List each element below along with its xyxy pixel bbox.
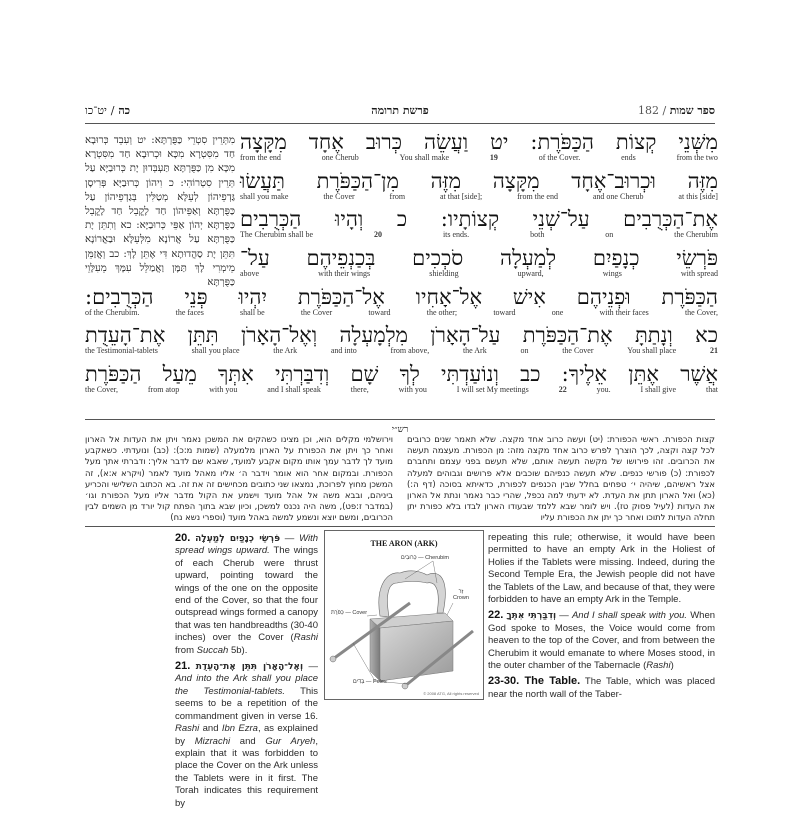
gloss: wings <box>602 269 622 279</box>
commentary-note-20: 20. פֹּרְשֵׂי כְנָפַיִם לְמַעְלָה — With spread wings upward. The wings of each Cherub were thrust upward, pointing toward the wings of the one on the opposite end of the Cover, so that the four outspread wings formed a canopy that was ten handbreadths (30-40 inches) over the Cover (Rashi from Succah 5b). <box>175 532 318 656</box>
gloss: the Cover <box>323 191 355 201</box>
onkelos-targum: מִתְּרֵין סִטְרֵי כַּפֻּרְתָּא: יט וְעִבֵד כְּרוּבָא חַד מִסִּטְרָא מִכָּא וּכְרוּבָא חַד מִסִּטְרָא מִכָּא מִן כַּפֻּרְתָּא תַּעְבְּדוּן יָת כְּרוּבַיָּא עַל תְּרֵין סִטְרוֹהִי: כ וִיהוֹן כְּרוּבַיָּא פְּרִיסָן גַּדְפֵיהוֹן לְעֵלָּא מְטַלִּין בְּגַדְפֵיהוֹן עַל כַּפֻּרְתָּא וְאַפֵּיהוֹן חַד לָקֳבֵל חַד לָקֳבֵל כַּפֻּרְתָּא יְהוֹן אַפֵּי כְּרוּבַיָּא: כא וְתִתֵּן יָת כַּפֻּרְתָּא עַל אֲרוֹנָא מִלְּעֵלָּא וּבַאֲרוֹנָא תִּתֵּן יָת סַהֲדוּתָא דִּי אֶתֵּן לָךְ: כב וְאֲזַמֵּן מֵימְרִי לָךְ תַּמָּן וַאֲמַלֵּל עִמָּךְ מֵעִלָּוֵי כַּפֻּרְתָּא <box>85 135 235 289</box>
gloss: with their faces <box>599 307 649 317</box>
hebrew-line: מִשְּׁנֵי קְצוֹת הַכַּפֹּרֶת: יט וַעֲשֵׂה כְּרוּב אֶחָד מִקָּצָה <box>240 130 718 154</box>
english-gloss-line <box>85 346 718 355</box>
gloss: from the end <box>517 191 558 201</box>
verse-line <box>240 208 718 245</box>
gloss: from above, <box>390 346 430 356</box>
page-number-book <box>638 104 715 117</box>
english-gloss-line <box>240 192 718 201</box>
gloss: the Ark <box>273 346 298 356</box>
gloss: You shall make <box>399 153 450 162</box>
gloss: the Ark <box>462 346 487 356</box>
gloss: with you <box>209 385 238 395</box>
header-separator: / <box>110 104 115 117</box>
gloss: shall you make <box>240 191 289 201</box>
english-gloss-line <box>85 385 718 394</box>
figure-title: THE ARON (ARK) <box>370 539 438 548</box>
gloss: from the end <box>240 153 281 162</box>
figure-copyright: © 2008 ATG, All rights reserved <box>423 691 479 696</box>
verses-rule <box>85 419 715 420</box>
gloss: shall you place <box>191 346 240 356</box>
verse-line <box>85 363 718 400</box>
verse-number: 20 <box>374 230 383 240</box>
commentary-right-column <box>488 532 715 704</box>
gloss: ends <box>621 153 636 162</box>
commentary-note-23-30: 23-30. The Table. The Table, which was placed near the north wall of the Taber- <box>488 675 715 700</box>
header-separator: / <box>662 104 667 117</box>
header-rule <box>85 123 715 124</box>
gloss: of the Cherubim. <box>85 307 140 317</box>
gloss: You shall place <box>627 346 677 356</box>
aron-ark-illustration <box>324 530 484 700</box>
verse-number: 22 <box>558 385 567 395</box>
hebrew-line: אֶת־הַכְּרֻבִים עַל־שְׁנֵי קְצוֹתָיו: כ וְהָיוּ הַכְּרֻבִים <box>240 207 718 232</box>
gloss: the Cherubim <box>674 230 718 240</box>
gloss: with you <box>398 385 427 395</box>
gloss: and into <box>330 346 357 356</box>
gloss: and I shall speak <box>267 385 321 395</box>
gloss: that <box>705 385 718 395</box>
gloss: the Cover <box>562 346 594 356</box>
verse-line <box>85 324 718 361</box>
gloss: the Cover <box>300 307 333 317</box>
gloss: on <box>605 230 614 240</box>
gloss: its ends. <box>442 230 470 240</box>
gloss: toward <box>493 307 516 317</box>
commentary-continuation: repeating this rule; otherwise, it would have been permitted to have an empty Ark in the Holiest of Holies if the Tablets were missing. Indeed, during the Second Temple Era, the Jewish people did not have the Tablets of the Law, and because of that, they were forbidden to have an empty Ark in the Temple. <box>488 532 715 606</box>
hebrew-line: פֹּרְשֵׂי כְנָפַיִם לְמַעְלָה סֹכְכִים בְּכַנְפֵיהֶם עַל־ <box>240 246 718 271</box>
commentary-rule <box>85 526 715 527</box>
label-poles: בַּדִּים — Poles <box>353 679 387 685</box>
gloss: the Cover, <box>684 307 718 317</box>
gloss: and one Cherub <box>592 191 644 201</box>
hebrew-line: מִזֶּה וּכְרוּב־אֶחָד מִקָּצָה מִזֶּה מִן־הַכַּפֹּרֶת תַּעֲשׂוּ <box>240 168 718 193</box>
commentary-left-column <box>175 532 318 813</box>
gloss: the other; <box>426 307 458 317</box>
gloss: with their wings <box>318 269 371 279</box>
verse-line <box>240 131 718 168</box>
english-gloss-line <box>240 269 718 278</box>
gloss: at this [side] <box>678 191 718 201</box>
english-gloss-line <box>240 230 718 239</box>
gloss: on <box>520 346 529 356</box>
parashah-title: פרשת תרומה <box>371 104 429 117</box>
gloss: I shall give <box>640 385 677 395</box>
gloss: one Cherub <box>321 153 359 162</box>
gloss: shielding <box>429 269 459 279</box>
gloss: I will set My meetings <box>456 385 529 395</box>
gloss: the Testimonial-tablets <box>85 346 158 356</box>
verse-line <box>85 286 718 323</box>
gloss: from the two <box>676 153 718 162</box>
commentary-note-21: 21. וְאֶל־הָאָרֹן תִּתֵּן אֶת־הָעֵדֻת — And into the Ark shall you place the Testimonial-tablets. This seems to be a repetition of the commandment given in verse 16. Rashi and Ibn Ezra, as explained by Mizrachi and Gur Aryeh, explain that it was forbidden to place the Cover on the Ark unless the Tablets were in it first. The Torah indicates this requirement by <box>175 660 319 809</box>
english-gloss-line <box>240 153 718 162</box>
gloss: The Cherubim shall be <box>240 230 314 240</box>
book-title: ספר שמות <box>669 104 715 117</box>
verse-number: 21 <box>709 346 718 356</box>
gloss: one <box>551 307 564 317</box>
rashi-right-column: קצות הכפורת. ראשי הכפורת: (יט) ועשה כרוב אחד מקצה. שלא תאמר שנים כרובים לכל קצה וקצה, לכך הוצרך לפרש כרוב אחד מקצה מזה: מן הכפורת. מעצמה תעשה את הכרובים. זהו פירושו של מקשה תעשה אותם, שלא תעשם בפני עצמם ותחברם לכפורת: (כ) פורשי כנפים. שלא תעשה כנפיהם שוכבים אלא פרושים וגבוהים למעלה אצל ראשיהם, שיהיה י׳ טפחים בחלל שבין הכנפים לכפורת, כדאיתא בסוכה (דף ה:) (כא) ואל הארון תתן את העדת. לא ידעתי למה נכפל, שהרי כבר נאמר ונתת אל הארון את העדות (לעיל פסוק טז). ויש לומר שבא ללמד שבעודו הארון לבדו בלא כפורת יתן תחלה העדות לתוכו ואחר כך יתן את הכפורת עליו <box>407 434 715 523</box>
gloss: shall be <box>239 307 265 317</box>
chapter-number: כה <box>118 104 131 117</box>
gloss: upward, <box>517 269 544 279</box>
gloss: at that [side]; <box>440 191 483 201</box>
label-cover: כַּפֹּרֶת — Cover <box>331 610 368 616</box>
hebrew-line: הַכַּפֹּרֶת וּפְנֵיהֶם אִישׁ אֶל־אָחִיו אֶל־הַכַּפֹּרֶת יִהְיוּ פְּנֵי הַכְּרֻבִים: <box>85 284 718 309</box>
verse-line <box>240 170 718 207</box>
gloss: you. <box>596 385 611 395</box>
gloss: toward <box>368 307 391 317</box>
verse-range: יט־כו <box>85 104 107 117</box>
gloss: the Cover, <box>85 385 119 395</box>
gloss: from atop <box>147 385 180 395</box>
english-gloss-line <box>85 308 718 317</box>
gloss: there, <box>350 385 369 395</box>
gloss: the faces <box>175 307 204 317</box>
running-header <box>85 104 715 120</box>
gloss: both <box>530 230 545 240</box>
gloss: from <box>389 191 406 201</box>
rashi-left-column: וירושלמי מקלים הוא, וכן מצינו כשהקים את המשכן נאמר ויתן את העדות אל הארון ואחר כך ויתן את הכפורת על הארון מלמעלה (שמות מ:כ): (כב) ונועדתי. כשאקבע מועד לך לדבר עמך אותו מקום אקבע למועד, שאבא שם לדבר אליך: ודברתי אתך מעל הכפורת. ובמקום אחר הוא אומר וידבר ה׳ אליו מאהל מועד לאמר (ויקרא א:א), זה המשכן מחוץ לפרוכת, נמצאו שני כתובים מכחישים זה את זה. בא הכתוב השלישי והכריע ביניהם, ובבא משה אל אהל מועד וישמע את הקול מדבר אליו מעל הכפורת וגו׳ (במדבר ז:פט), משה היה נכנס למשכן, וכיון שבא בתוך הפתח קול יורד מן השמים לבין הכרובים, ומשם יוצא ונשמע למשה באהל מועד (וספרי נשא נח) <box>85 434 393 523</box>
label-crown: זֵר Crown <box>453 589 469 601</box>
gloss: with spread <box>680 269 718 279</box>
page-number: 182 <box>637 104 659 117</box>
verse-number: 19 <box>489 153 498 162</box>
label-cherubim: כְּרוּבִים — Cherubim <box>401 555 449 561</box>
hebrew-line: אֲשֶׁר אֶתֵּן אֵלֶיךָ: כב וְנוֹעַדְתִּי לְךָ שָׁם וְדִבַּרְתִּי אִתְּךָ מֵעַל הַכַּפֹּרֶת <box>85 362 718 387</box>
hebrew-line: כא וְנָתַתָּ אֶת־הַכַּפֹּרֶת עַל־הָאָרֹן מִלְמָעְלָה וְאֶל־הָאָרֹן תִּתֵּן אֶת־הָעֵדֻת <box>85 323 718 348</box>
gloss: above <box>240 269 260 279</box>
verse-line <box>240 247 718 284</box>
gloss: of the Cover. <box>538 153 581 162</box>
commentary-note-22: 22. וְדִבַּרְתִּי אִתְּךָ — And I shall speak with you. When God spoke to Moses, the Voice would come from heaven to the top of the Cover, and from between the Cherubim it would emanate to where Moses stood, in the outer chamber of the Tabernacle (Rashi) <box>488 609 716 672</box>
rashi-title: רש״י <box>391 425 409 435</box>
